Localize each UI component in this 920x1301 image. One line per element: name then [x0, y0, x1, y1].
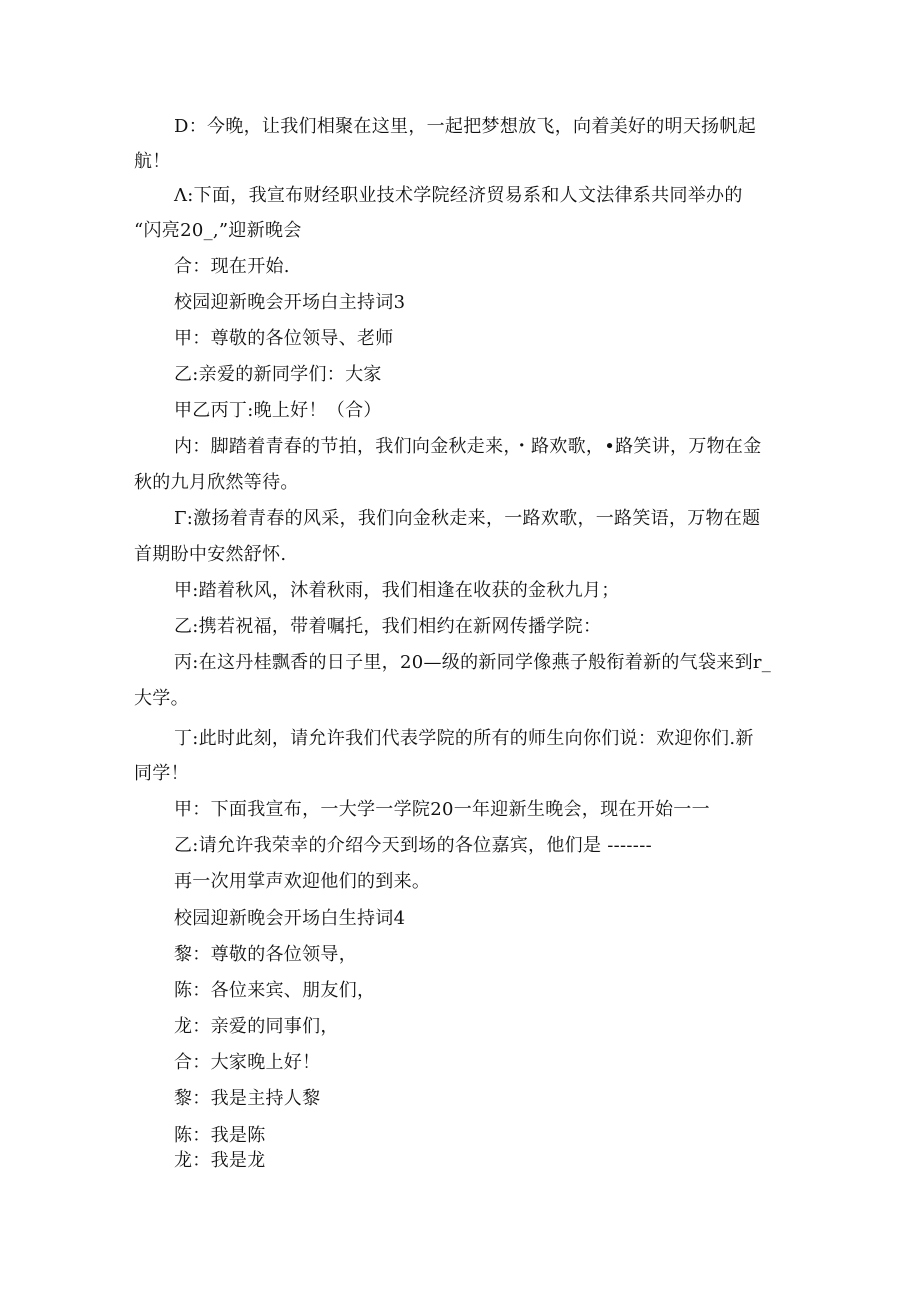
- text-line: 秋的九月欣然等待。: [134, 472, 299, 493]
- text-line: 陈：各位来宾、朋友们，: [174, 980, 376, 1001]
- text-line: 同学！: [134, 763, 189, 784]
- text-line: Γ:激扬着青春的风采，我们向金秋走来，一路欢歌，一路笑语，万物在题: [174, 508, 761, 529]
- text-line: 甲乙丙丁:晚上好！（合）: [174, 400, 382, 421]
- text-line: 陈：我是陈: [174, 1125, 266, 1146]
- text-line: D：今晚，让我们相聚在这里，一起把梦想放飞，向着美好的明天扬帆起: [174, 116, 757, 137]
- text-line: 内：脚踏着青春的节拍，我们向金秋走来，・路欢歌，•路笑讲，万物在金: [174, 436, 762, 457]
- text-line: 乙:携若祝福，带着嘱托，我们相约在新网传播学院：: [174, 616, 602, 637]
- text-line: 甲：尊敬的各位领导、老师: [174, 328, 394, 349]
- text-line: 大学。: [134, 688, 189, 709]
- text-line: Λ:下面，我宣布财经职业技术学院经济贸易系和人文法律系共同举办的: [174, 185, 743, 206]
- text-line: 龙：亲爱的同事们，: [174, 1016, 339, 1037]
- text-line: 丙:在这丹桂飘香的日子里，20—级的新同学像燕子般衔着新的气袋来到r_: [174, 652, 772, 673]
- text-line: 黎：尊敬的各位领导，: [174, 944, 357, 965]
- section-heading: 校园迎新晚会开场白主持词3: [174, 292, 406, 313]
- section-heading: 校园迎新晚会开场白生持词4: [174, 908, 406, 929]
- text-line: 甲:踏着秋风，沐着秋雨，我们相逢在收获的金秋九月；: [174, 580, 620, 601]
- text-line: 龙：我是龙: [174, 1150, 266, 1171]
- text-line: 黎：我是主持人黎: [174, 1088, 321, 1109]
- text-line: 甲：下面我宣布，一大学一学院20一年迎新生晚会，现在开始一一: [174, 799, 710, 820]
- text-line: 丁:此时此刻，请允许我们代表学院的所有的师生向你们说：欢迎你们.新: [174, 728, 754, 749]
- text-line: 乙:请允许我荣幸的介绍今天到场的各位嘉宾，他们是 -------: [174, 835, 652, 856]
- text-line: 合：大家晚上好！: [174, 1052, 321, 1073]
- text-line: 合：现在开始.: [174, 256, 290, 277]
- text-line: 首期盼中安然舒怀.: [134, 544, 287, 565]
- text-line: 航！: [134, 151, 171, 172]
- text-line: “闪亮20_,”迎新晚会: [134, 220, 302, 241]
- text-line: 再一次用掌声欢迎他们的到来。: [174, 871, 431, 892]
- text-line: 乙:亲爱的新同学们：大家: [174, 364, 382, 385]
